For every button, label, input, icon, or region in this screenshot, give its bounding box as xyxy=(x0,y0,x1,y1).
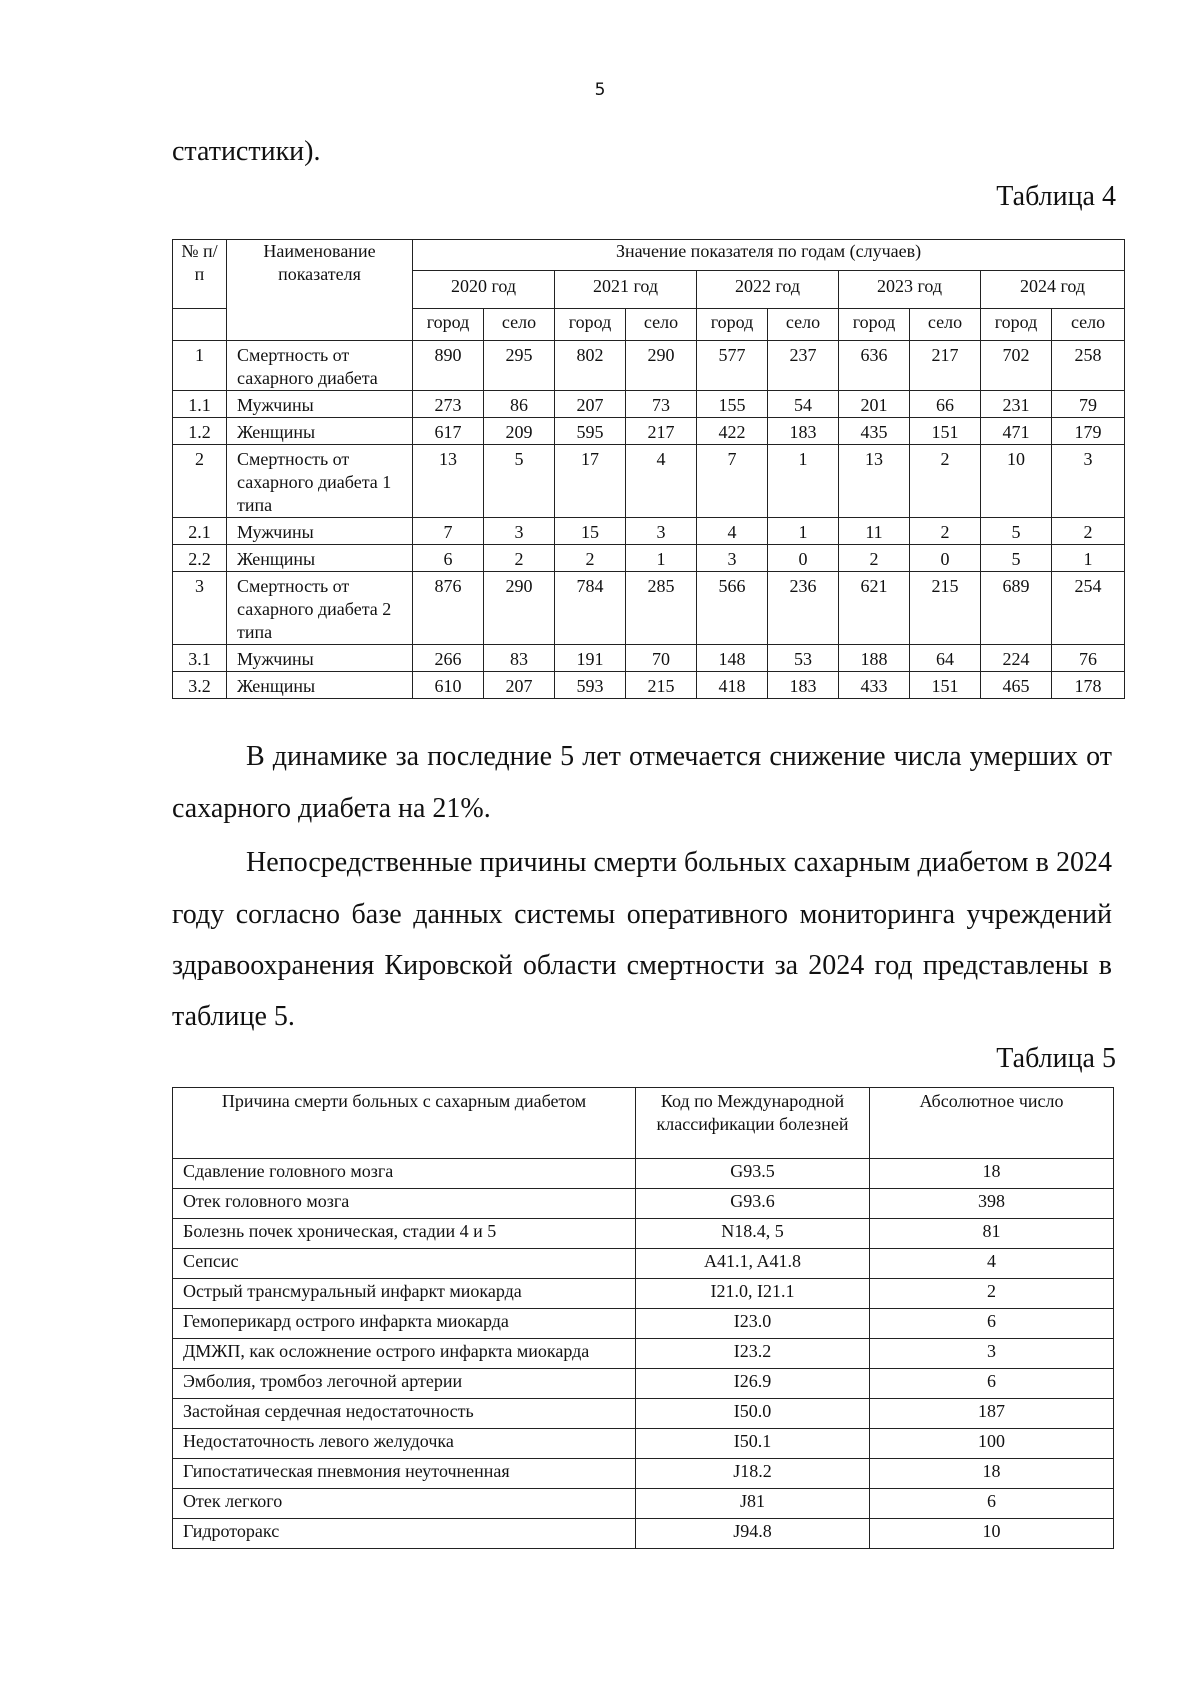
table-row xyxy=(173,672,1125,699)
cell-city: 155 xyxy=(697,391,768,418)
cell-city: 207 xyxy=(555,391,626,418)
count-cell: 10 xyxy=(870,1519,1114,1549)
code-cell: J81 xyxy=(636,1489,870,1519)
code-cell: J94.8 xyxy=(636,1519,870,1549)
cell-city: 6 xyxy=(413,545,484,572)
cell-village: 285 xyxy=(626,572,697,645)
cell-city: 266 xyxy=(413,645,484,672)
cell-city: 433 xyxy=(839,672,910,699)
cell-city: 7 xyxy=(413,518,484,545)
cell-village: 1 xyxy=(626,545,697,572)
cell-city: 224 xyxy=(981,645,1052,672)
header-year: 2022 год xyxy=(697,271,839,309)
row-name: Мужчины xyxy=(227,391,413,418)
table5-body xyxy=(173,1159,1114,1549)
cell-city: 13 xyxy=(839,445,910,518)
cell-village: 4 xyxy=(626,445,697,518)
cause-cell: Сдавление головного мозга xyxy=(173,1159,636,1189)
cell-city: 593 xyxy=(555,672,626,699)
paragraph1-line2: сахарного диабета на 21%. xyxy=(172,793,491,824)
count-cell: 187 xyxy=(870,1399,1114,1429)
cell-city: 5 xyxy=(981,545,1052,572)
cell-village: 66 xyxy=(910,391,981,418)
cell-village: 70 xyxy=(626,645,697,672)
row-num: 1.2 xyxy=(173,418,227,445)
cell-city: 617 xyxy=(413,418,484,445)
header-cause: Причина смерти больных с сахарным диабетом xyxy=(173,1088,636,1159)
header-city: город xyxy=(413,309,484,341)
code-cell: I26.9 xyxy=(636,1369,870,1399)
cause-cell: Отек легкого xyxy=(173,1489,636,1519)
table-row xyxy=(173,391,1125,418)
table4-body xyxy=(173,341,1125,699)
table-row xyxy=(173,445,1125,518)
cell-city: 5 xyxy=(981,518,1052,545)
code-cell: I23.2 xyxy=(636,1339,870,1369)
cell-village: 207 xyxy=(484,672,555,699)
cause-cell: Гипостатическая пневмония неуточненная xyxy=(173,1459,636,1489)
table-row xyxy=(173,545,1125,572)
code-cell: G93.5 xyxy=(636,1159,870,1189)
cell-city: 11 xyxy=(839,518,910,545)
header-count: Абсолютное число xyxy=(870,1088,1114,1159)
table-row xyxy=(173,1219,1114,1249)
row-name: Смертность от сахарного диабета 2 типа xyxy=(227,572,413,645)
header-year: 2021 год xyxy=(555,271,697,309)
table-row xyxy=(173,1399,1114,1429)
cell-city: 7 xyxy=(697,445,768,518)
cell-village: 73 xyxy=(626,391,697,418)
cause-cell: Эмболия, тромбоз легочной артерии xyxy=(173,1369,636,1399)
count-cell: 6 xyxy=(870,1489,1114,1519)
cause-cell: Отек головного мозга xyxy=(173,1189,636,1219)
cell-city: 566 xyxy=(697,572,768,645)
cell-city: 471 xyxy=(981,418,1052,445)
paragraph2-line1: Непосредственные причины смерти больных сахарным диабетом в 2024 xyxy=(246,847,1112,878)
cell-city: 689 xyxy=(981,572,1052,645)
table-row xyxy=(173,1429,1114,1459)
code-cell: I50.0 xyxy=(636,1399,870,1429)
cell-city: 13 xyxy=(413,445,484,518)
cell-village: 3 xyxy=(1052,445,1125,518)
cell-city: 10 xyxy=(981,445,1052,518)
cell-city: 621 xyxy=(839,572,910,645)
cell-village: 258 xyxy=(1052,341,1125,391)
count-cell: 2 xyxy=(870,1279,1114,1309)
cell-city: 636 xyxy=(839,341,910,391)
cell-village: 254 xyxy=(1052,572,1125,645)
header-empty xyxy=(173,309,227,341)
table-row xyxy=(173,1519,1114,1549)
cause-cell: Гидроторакс xyxy=(173,1519,636,1549)
cell-village: 3 xyxy=(626,518,697,545)
code-cell: J18.2 xyxy=(636,1459,870,1489)
row-name: Женщины xyxy=(227,418,413,445)
table-row xyxy=(173,341,1125,391)
row-num: 2.1 xyxy=(173,518,227,545)
table-row xyxy=(173,645,1125,672)
top-text: статистики). xyxy=(172,136,321,167)
cause-cell: Застойная сердечная недостаточность xyxy=(173,1399,636,1429)
cell-village: 290 xyxy=(626,341,697,391)
header-village: село xyxy=(626,309,697,341)
cell-city: 2 xyxy=(839,545,910,572)
cell-village: 217 xyxy=(626,418,697,445)
count-cell: 4 xyxy=(870,1249,1114,1279)
table-4 xyxy=(172,239,1125,699)
cell-village: 215 xyxy=(910,572,981,645)
table-row xyxy=(173,572,1125,645)
row-num: 2.2 xyxy=(173,545,227,572)
cell-city: 802 xyxy=(555,341,626,391)
cell-village: 217 xyxy=(910,341,981,391)
code-cell: I21.0, I21.1 xyxy=(636,1279,870,1309)
header-village: село xyxy=(1052,309,1125,341)
row-num: 1 xyxy=(173,341,227,391)
table-row xyxy=(173,1279,1114,1309)
table-5 xyxy=(172,1087,1114,1549)
count-cell: 81 xyxy=(870,1219,1114,1249)
cell-village: 3 xyxy=(484,518,555,545)
row-name: Мужчины xyxy=(227,645,413,672)
code-cell: G93.6 xyxy=(636,1189,870,1219)
count-cell: 6 xyxy=(870,1369,1114,1399)
paragraph2-line3: здравоохранения Кировской области смертности за 2024 год представлены в xyxy=(172,950,1112,981)
row-num: 2 xyxy=(173,445,227,518)
cause-cell: Острый трансмуральный инфаркт миокарда xyxy=(173,1279,636,1309)
paragraph2-line2: году согласно базе данных системы оперативного мониторинга учреждений xyxy=(172,899,1112,930)
count-cell: 18 xyxy=(870,1159,1114,1189)
cell-village: 2 xyxy=(484,545,555,572)
cell-village: 151 xyxy=(910,672,981,699)
cell-city: 595 xyxy=(555,418,626,445)
header-city: город xyxy=(697,309,768,341)
cause-cell: Болезнь почек хроническая, стадии 4 и 5 xyxy=(173,1219,636,1249)
count-cell: 398 xyxy=(870,1189,1114,1219)
header-year: 2023 год xyxy=(839,271,981,309)
cell-city: 231 xyxy=(981,391,1052,418)
count-cell: 100 xyxy=(870,1429,1114,1459)
cell-village: 183 xyxy=(768,672,839,699)
row-name: Женщины xyxy=(227,545,413,572)
header-year: 2024 год xyxy=(981,271,1125,309)
cell-village: 76 xyxy=(1052,645,1125,672)
cause-cell: Сепсис xyxy=(173,1249,636,1279)
cell-village: 0 xyxy=(910,545,981,572)
cell-village: 178 xyxy=(1052,672,1125,699)
header-village: село xyxy=(910,309,981,341)
cell-village: 295 xyxy=(484,341,555,391)
table-row xyxy=(173,418,1125,445)
cell-city: 418 xyxy=(697,672,768,699)
cell-village: 54 xyxy=(768,391,839,418)
table-row xyxy=(173,1369,1114,1399)
cell-city: 577 xyxy=(697,341,768,391)
header-village: село xyxy=(768,309,839,341)
cell-village: 1 xyxy=(1052,545,1125,572)
cell-city: 148 xyxy=(697,645,768,672)
cell-city: 201 xyxy=(839,391,910,418)
cell-city: 890 xyxy=(413,341,484,391)
cell-city: 2 xyxy=(555,545,626,572)
cell-village: 2 xyxy=(910,518,981,545)
cell-village: 215 xyxy=(626,672,697,699)
cell-city: 3 xyxy=(697,545,768,572)
cell-village: 237 xyxy=(768,341,839,391)
paragraph1-line1: В динамике за последние 5 лет отмечается снижение числа умерших от xyxy=(246,741,1112,772)
cause-cell: ДМЖП, как осложнение острого инфаркта миокарда xyxy=(173,1339,636,1369)
row-name: Мужчины xyxy=(227,518,413,545)
table-row xyxy=(173,1159,1114,1189)
table-row xyxy=(173,1339,1114,1369)
row-num: 3 xyxy=(173,572,227,645)
cell-city: 435 xyxy=(839,418,910,445)
cell-city: 17 xyxy=(555,445,626,518)
cell-city: 4 xyxy=(697,518,768,545)
cell-village: 2 xyxy=(1052,518,1125,545)
row-num: 3.2 xyxy=(173,672,227,699)
cell-village: 209 xyxy=(484,418,555,445)
header-city: город xyxy=(555,309,626,341)
table-row xyxy=(173,1489,1114,1519)
cause-cell: Гемоперикард острого инфаркта миокарда xyxy=(173,1309,636,1339)
cell-city: 784 xyxy=(555,572,626,645)
cell-village: 179 xyxy=(1052,418,1125,445)
count-cell: 3 xyxy=(870,1339,1114,1369)
row-num: 3.1 xyxy=(173,645,227,672)
page-number: 5 xyxy=(594,80,606,100)
cell-city: 191 xyxy=(555,645,626,672)
header-year: 2020 год xyxy=(413,271,555,309)
header-value: Значение показателя по годам (случаев) xyxy=(413,240,1125,271)
cell-village: 151 xyxy=(910,418,981,445)
cell-village: 86 xyxy=(484,391,555,418)
table-row xyxy=(173,1189,1114,1219)
cell-village: 5 xyxy=(484,445,555,518)
cell-village: 64 xyxy=(910,645,981,672)
cell-village: 236 xyxy=(768,572,839,645)
count-cell: 18 xyxy=(870,1459,1114,1489)
code-cell: A41.1, A41.8 xyxy=(636,1249,870,1279)
row-num: 1.1 xyxy=(173,391,227,418)
cell-city: 422 xyxy=(697,418,768,445)
count-cell: 6 xyxy=(870,1309,1114,1339)
header-name: Наименование показателя xyxy=(227,240,413,341)
cell-village: 79 xyxy=(1052,391,1125,418)
table-row xyxy=(173,1249,1114,1279)
cell-village: 83 xyxy=(484,645,555,672)
code-cell: I23.0 xyxy=(636,1309,870,1339)
code-cell: N18.4, 5 xyxy=(636,1219,870,1249)
table-row xyxy=(173,1459,1114,1489)
cell-village: 290 xyxy=(484,572,555,645)
cell-city: 188 xyxy=(839,645,910,672)
header-city: город xyxy=(981,309,1052,341)
cell-city: 610 xyxy=(413,672,484,699)
cell-village: 53 xyxy=(768,645,839,672)
header-code: Код по Международной классификации болезней xyxy=(636,1088,870,1159)
cell-city: 702 xyxy=(981,341,1052,391)
cell-village: 0 xyxy=(768,545,839,572)
cell-city: 273 xyxy=(413,391,484,418)
table-row xyxy=(173,518,1125,545)
header-num: № п/п xyxy=(173,240,227,309)
table4-caption: Таблица 4 xyxy=(996,181,1116,212)
header-city: город xyxy=(839,309,910,341)
cell-city: 876 xyxy=(413,572,484,645)
cell-village: 2 xyxy=(910,445,981,518)
cell-village: 1 xyxy=(768,518,839,545)
code-cell: I50.1 xyxy=(636,1429,870,1459)
cell-city: 465 xyxy=(981,672,1052,699)
header-village: село xyxy=(484,309,555,341)
table-row xyxy=(173,1309,1114,1339)
row-name: Смертность от сахарного диабета xyxy=(227,341,413,391)
cell-village: 1 xyxy=(768,445,839,518)
row-name: Женщины xyxy=(227,672,413,699)
cell-city: 15 xyxy=(555,518,626,545)
paragraph2-line4: таблице 5. xyxy=(172,1001,295,1032)
row-name: Смертность от сахарного диабета 1 типа xyxy=(227,445,413,518)
table5-caption: Таблица 5 xyxy=(996,1043,1116,1074)
cell-village: 183 xyxy=(768,418,839,445)
cause-cell: Недостаточность левого желудочка xyxy=(173,1429,636,1459)
